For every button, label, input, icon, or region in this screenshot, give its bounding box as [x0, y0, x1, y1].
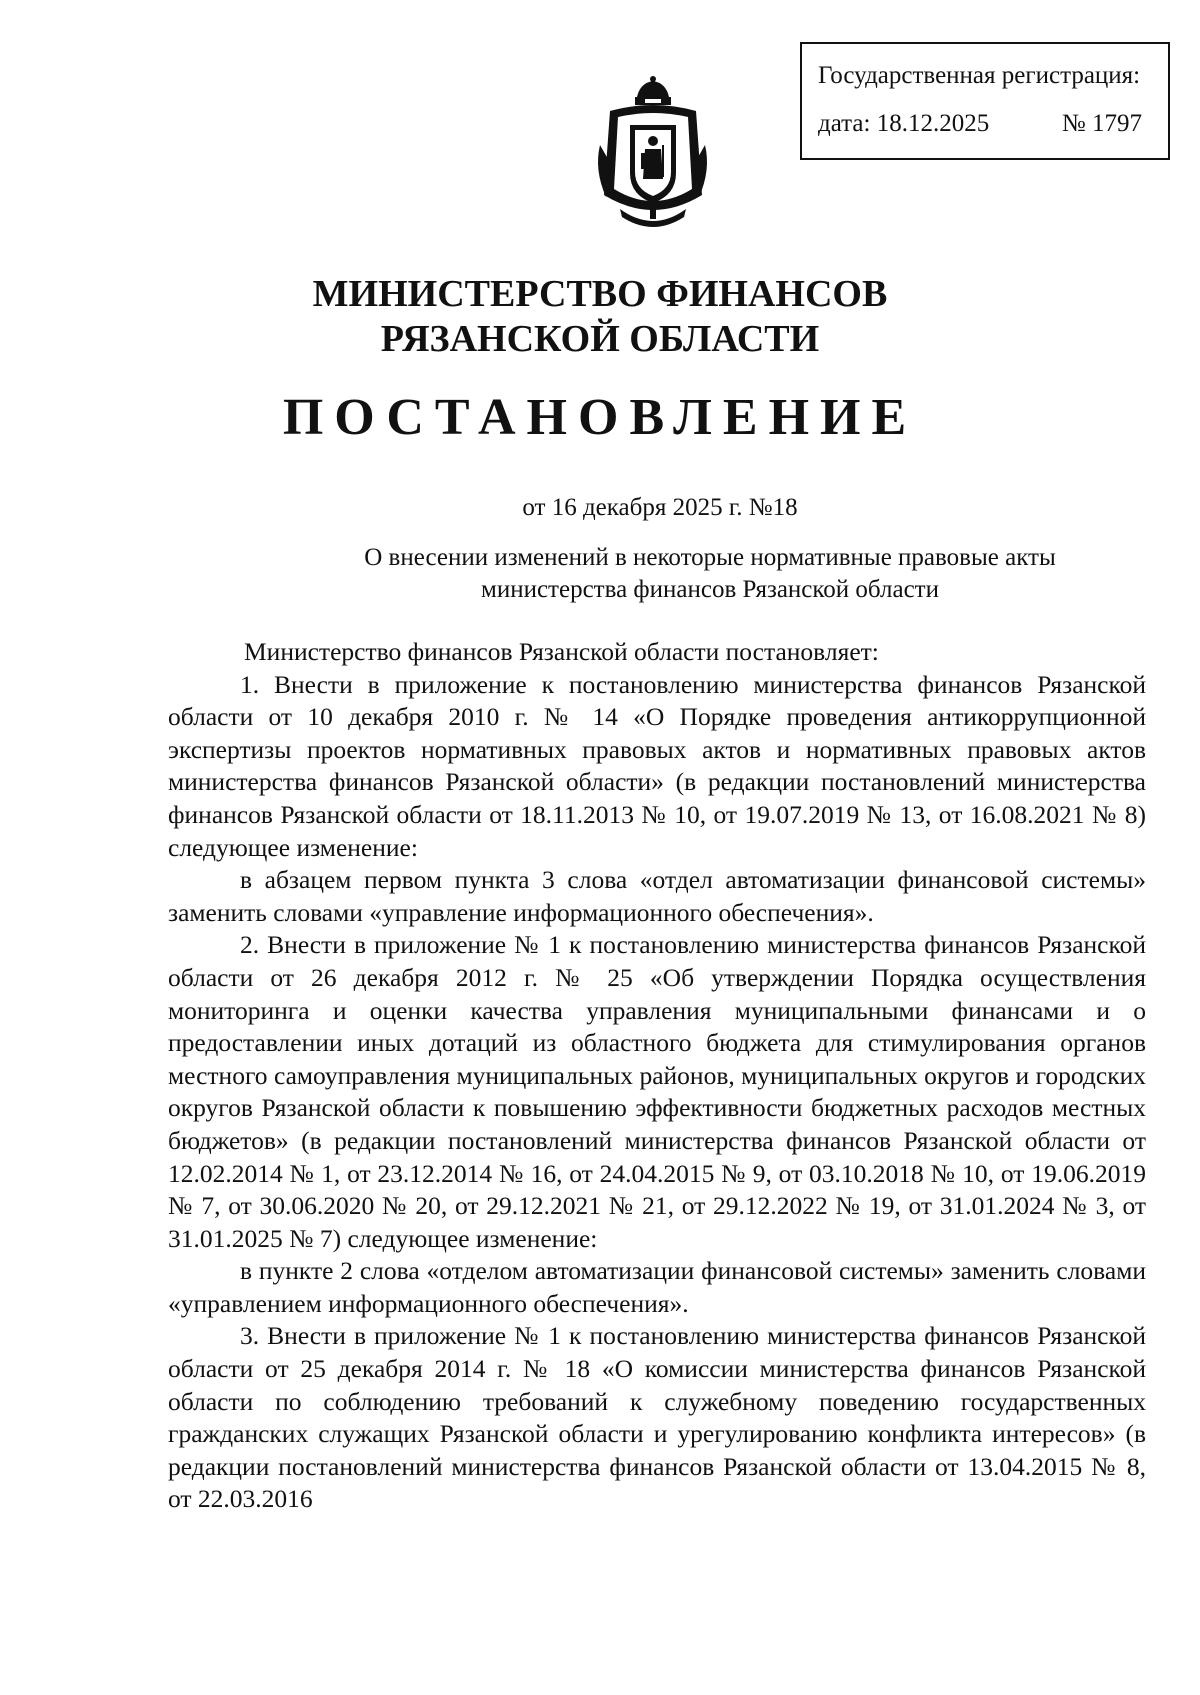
document-type-title: ПОСТАНОВЛЕНИЕ [282, 389, 918, 446]
document-body [168, 636, 1146, 1516]
ministry-line-2: РЯЗАНСКОЙ ОБЛАСТИ [380, 318, 820, 360]
body-paragraph: в пункте 2 слова «отделом автоматизации финансовой системы» заменить словами «управлением информационного обеспечения». [168, 1256, 1146, 1318]
registration-number: № 1797 [1061, 110, 1142, 137]
coat-of-arms-icon [590, 75, 715, 237]
registration-stamp [800, 42, 1170, 160]
body-paragraph: Министерство финансов Рязанской области постановляет: [244, 637, 879, 666]
ministry-name [0, 272, 1200, 362]
body-paragraph: 2. Внести в приложение № 1 к постановлению министерства финансов Рязанской области от 26 декабря 2012 г. № 25 «Об утверждении Порядка осуществления мониторинга и оценки качества управления муниципальными финансами и о предоставлении иных дотаций из областного бюджета для стимулирования органов местного самоуправления муниципальных районов, муниципальных округов и городских округов Рязанской области к повышению эффективности бюджетных расходов местных бюджетов» (в редакции постановлений министерства финансов Рязанской области от 12.02.2014 № 1, от 23.12.2014 № 16, от 24.04.2015 № 9, от 03.10.2018 № 10, от 19.06.2019 № 7, от 30.06.2020 № 20, от 29.12.2021 № 21, от 29.12.2022 № 19, от 31.01.2024 № 3, от 31.01.2025 № 7) следующее изменение: [168, 930, 1146, 1253]
registration-details [818, 110, 1154, 138]
registration-title: Государственная регистрация: [818, 62, 1141, 89]
body-paragraph: 1. Внести в приложение к постановлению министерства финансов Рязанской области от 10 декабря 2010 г. № 14 «О Порядке проведения антикоррупционной экспертизы проектов нормативных правовых актов и нормативных правовых актов министерства финансов Рязанской области» (в редакции постановлений министерства финансов Рязанской области от 18.11.2013 № 10, от 19.07.2019 № 13, от 16.08.2021 № 8) следующее изменение: [168, 669, 1146, 862]
body-paragraph: 3. Внести в приложение № 1 к постановлению министерства финансов Рязанской области от 25 декабря 2014 г. № 18 «О комиссии министерства финансов Рязанской области по соблюдению требований к служебному поведению государственных гражданских служащих Рязанской области и урегулированию конфликта интересов» (в редакции постановлений министерства финансов Рязанской области от 13.04.2015 № 8, от 22.03.2016 [168, 1321, 1146, 1514]
registration-date: дата: 18.12.2025 [818, 110, 990, 137]
ministry-line-1: МИНИСТЕРСТВО ФИНАНСОВ [312, 273, 888, 315]
subject-line-2: министерства финансов Рязанской области [481, 576, 939, 603]
document-date-number: от 16 декабря 2025 г. №18 [522, 494, 798, 521]
body-paragraph: в абзацем первом пункта 3 слова «отдел автоматизации финансовой системы» заменить словами «управление информационного обеспечения». [168, 865, 1146, 927]
document-subject [280, 542, 1140, 606]
subject-line-1: О внесении изменений в некоторые нормативные правовые акты [364, 544, 1056, 571]
